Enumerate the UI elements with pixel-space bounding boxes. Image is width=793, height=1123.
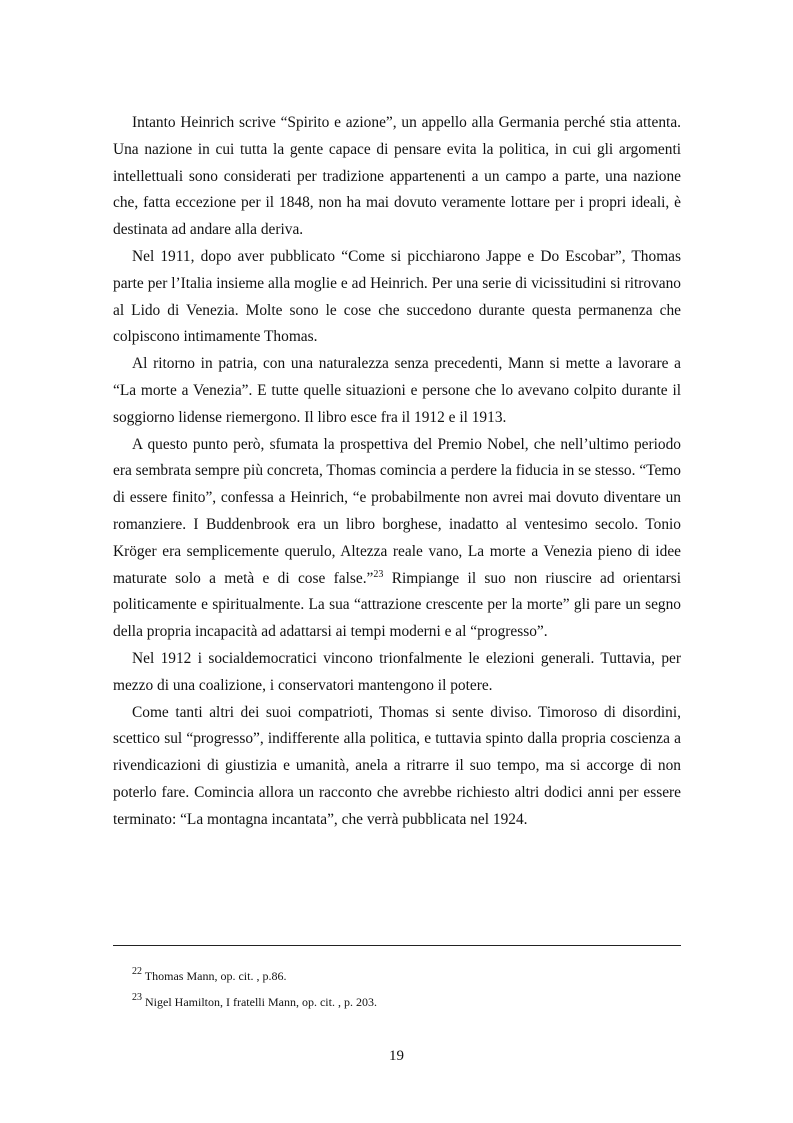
body-text — [113, 110, 681, 834]
paragraph-3: Al ritorno in patria, con una naturalezza senza precedenti, Mann si mette a lavorare a “La morte a Venezia”. E tutte quelle situazioni e persone che lo avevano colpito durante il soggiorno lidense riemergono. Il libro esce fra il 1912 e il 1913. — [113, 355, 681, 426]
paragraph-4: A questo punto però, sfumata la prospettiva del Premio Nobel, che nell’ultimo periodo era sembrata sempre più concreta, Thomas comincia a perdere la fiducia in se stesso. “Temo di essere finito”, confessa a Heinrich, “e probabilmente non avrei mai dovuto diventare un romanziere. I Buddenbrook era un libro borghese, inadatto al ventesimo secolo. Tonio Kröger era semplicemente querulo, Altezza reale vano, La morte a Venezia pieno di idee maturate solo a metà e di cose false.”$^{23}$ Rimpiange il suo non riuscire ad orientarsi politicamente e spiritualmente. La sua “attrazione crescente per la morte” gli pare un segno della propria incapacità ad adattarsi ai tempi moderni e al “progresso”. — [113, 435, 681, 641]
paragraph-6: Come tanti altri dei suoi compatrioti, Thomas si sente diviso. Timoroso di disordini, scettico sul “progresso”, indifferente alla politica, e tuttavia spinto dalla propria coscienza a rivendicazioni di giustizia e umanità, anela a ritrarre il suo tempo, ma si accorge di non poterlo fare. Comincia allora un racconto che avrebbe richiesto altri dodici anni per essere terminato: “La montagna incantata”, che verrà pubblicata nel 1924. — [113, 703, 681, 828]
footnotes — [132, 963, 681, 1015]
footnote-number: 22 — [132, 966, 142, 977]
footnote-reference: 23 — [373, 568, 384, 580]
paragraph-2: Nel 1911, dopo aver pubblicato “Come si picchiarono Jappe e Do Escobar”, Thomas parte per l’Italia insieme alla moglie e ad Heinrich. Per una serie di vicissitudini si ritrovano al Lido di Venezia. Molte sono le cose che succedono durante questa permanenza che colpiscono intimamente Thomas. — [113, 247, 681, 346]
page-number: 19 — [389, 1048, 404, 1064]
footnote-22 — [132, 963, 681, 989]
footnote-number: 23 — [132, 992, 142, 1003]
footnote-text: Thomas Mann, op. cit. , p.86. — [144, 969, 287, 983]
footnote-divider — [113, 945, 681, 946]
footnote-23 — [132, 989, 681, 1015]
footnote-text: Nigel Hamilton, I fratelli Mann, op. cit. , p. 203. — [145, 995, 377, 1009]
paragraph-1: Intanto Heinrich scrive “Spirito e azione”, un appello alla Germania perché stia attenta. Una nazione in cui tutta la gente capace di pensare evita la politica, in cui gli argomenti intellettuali sono considerati per tradizione appartenenti a un campo a parte, una nazione che, fatta eccezione per il 1848, non ha mai dovuto veramente lottare per i propri ideali, è destinata ad andare alla deriva. — [113, 114, 681, 239]
paragraph-5: Nel 1912 i socialdemocratici vincono trionfalmente le elezioni generali. Tuttavia, per mezzo di una coalizione, i conservatori mantengono il potere. — [113, 649, 681, 694]
